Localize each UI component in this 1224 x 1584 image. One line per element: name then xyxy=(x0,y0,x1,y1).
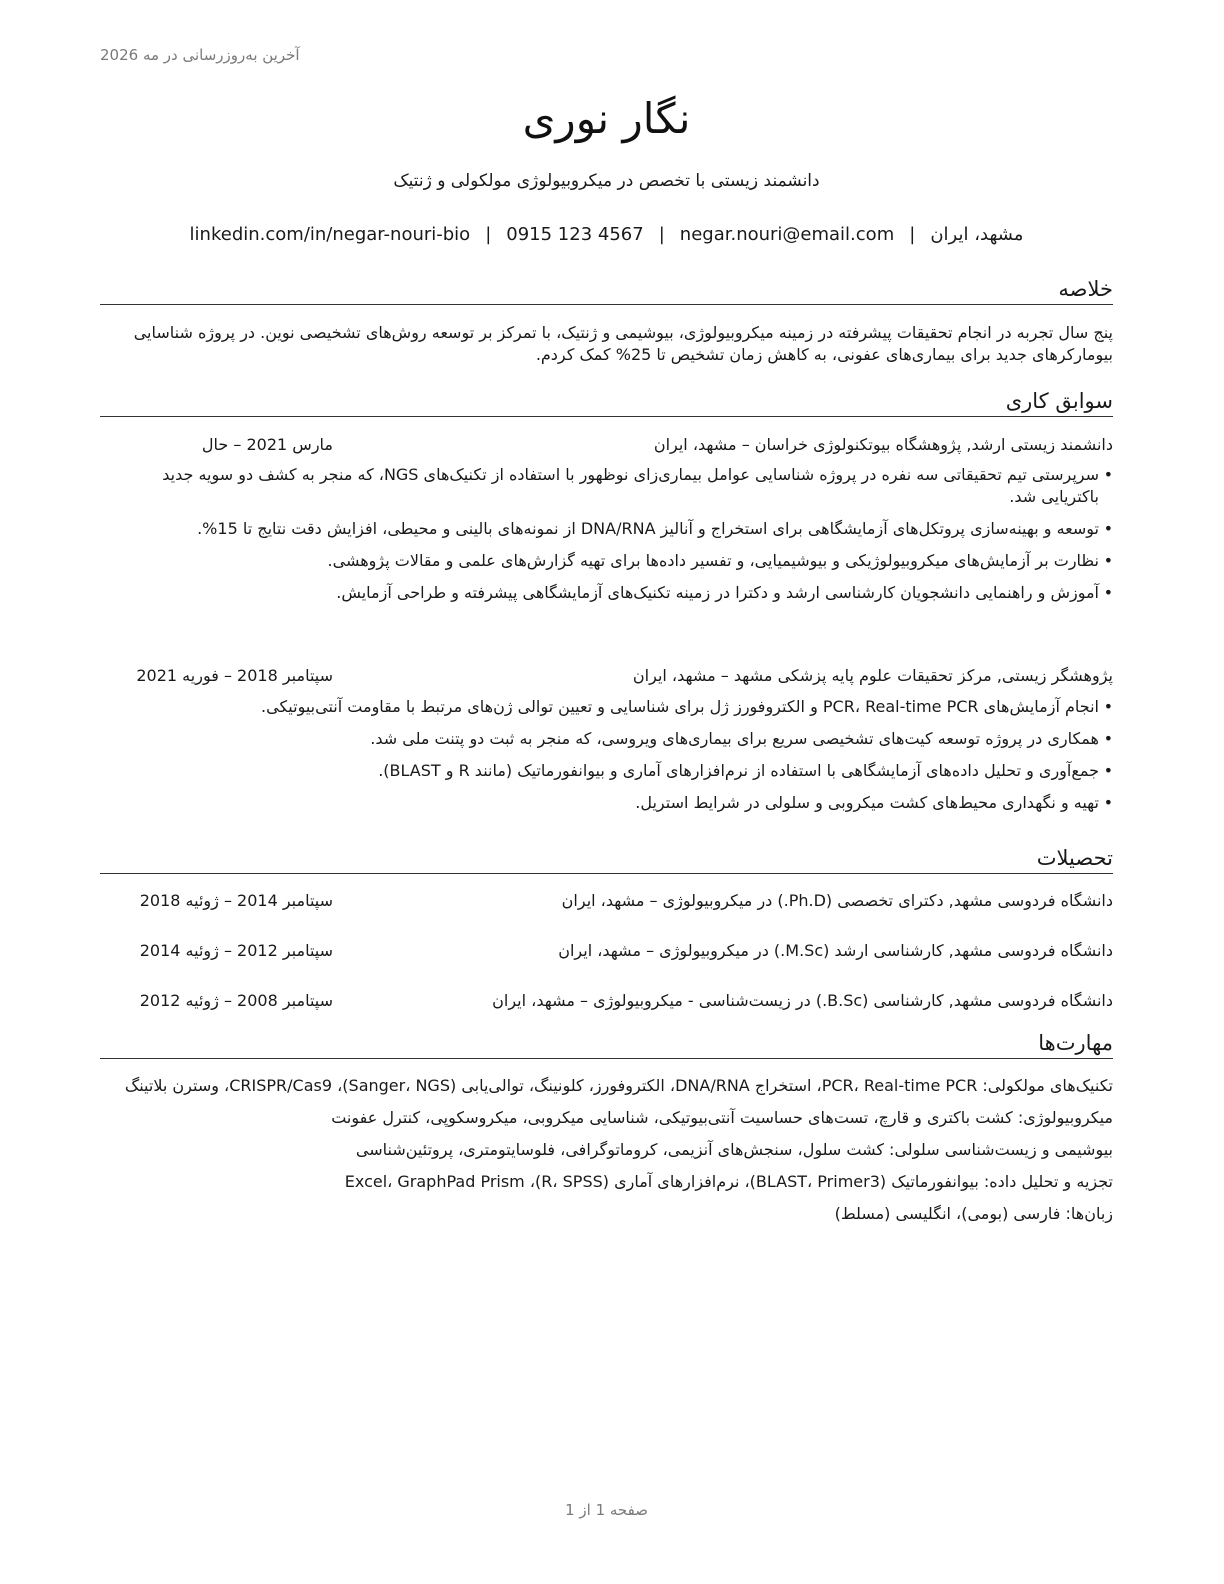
skill-item: بیوشیمی و زیست‌شناسی سلولی: کشت سلول، سنجش‌های آنزیمی، کروماتوگرافی، فلوسایتومتری، پروتئین‌شناسی xyxy=(355,1140,1113,1159)
resume-page xyxy=(100,0,1113,1584)
bullet-item: • سرپرستی تیم تحقیقاتی سه نفره در پروژه شناسایی عوامل بیماری‌زای نوظهور با استفاده از تکنیک‌های NGS، که منجر به کشف دو سویه جدید باکتریایی شد. xyxy=(162,465,1113,506)
job-bullets xyxy=(100,696,1113,824)
job-dates: سپتامبر 2018 – فوریه 2021 xyxy=(136,666,333,685)
bullet-item: • توسعه و بهینه‌سازی پروتکل‌های آزمایشگاهی برای استخراج و آنالیز DNA/RNA از نمونه‌های بالینی و محیطی، افزایش دقت نتایج تا 15%. xyxy=(197,519,1113,538)
skill-item: میکروبیولوژی: کشت باکتری و قارچ، تست‌های حساسیت آنتی‌بیوتیکی، شناسایی میکروبی، میکروسکوپی، کنترل عفونت xyxy=(331,1108,1113,1127)
bullet-item: • جمع‌آوری و تحلیل داده‌های آزمایشگاهی با استفاده از نرم‌افزارهای آماری و بیوانفورماتیک (مانند R و BLAST). xyxy=(378,761,1113,780)
job-title: پژوهشگر زیستی, مرکز تحقیقات علوم پایه پزشکی مشهد – مشهد، ایران xyxy=(632,666,1113,685)
bullet-text: آموزش و راهنمایی دانشجویان کارشناسی ارشد و دکترا در زمینه تکنیک‌های آزمایشگاهی پیشرفته و طراحی آزمایش. xyxy=(336,583,1099,602)
bullet-text: همکاری در پروژه توسعه کیت‌های تشخیصی سریع برای بیماری‌های ویروسی، که منجر به ثبت دو پتنت ملی شد. xyxy=(370,729,1099,748)
education-row xyxy=(100,939,1113,963)
skills-heading: مهارت‌ها xyxy=(100,1030,1113,1059)
bullet-item: • تهیه و نگهداری محیط‌های کشت میکروبی و سلولی در شرایط استریل. xyxy=(635,793,1113,812)
education-dates: سپتامبر 2014 – ژوئیه 2018 xyxy=(139,891,333,910)
job-title: دانشمند زیستی ارشد, پژوهشگاه بیوتکنولوژی خراسان – مشهد، ایران xyxy=(653,435,1113,454)
bullet-item: • نظارت بر آزمایش‌های میکروبیولوژیکی و بیوشیمیایی، و تفسیر داده‌ها برای تهیه گزارش‌های علمی و مقالات پژوهشی. xyxy=(327,551,1113,570)
job-row xyxy=(100,664,1113,688)
summary-text: پنج سال تجربه در انجام تحقیقات پیشرفته در زمینه میکروبیولوژی، بیوشیمی و ژنتیک، با تمرکز بر توسعه روش‌های تشخیصی نوین. در پروژه شناسایی بیومارکرهای جدید برای بیماری‌های عفونی، به کاهش زمان تشخیص تا 25% کمک کردم. xyxy=(133,323,1113,364)
contact-separator: | xyxy=(658,224,665,245)
contact-separator: | xyxy=(485,224,492,245)
education-title: دانشگاه فردوسی مشهد, دکترای تخصصی (Ph.D.) در میکروبیولوژی – مشهد، ایران xyxy=(561,891,1113,910)
experience-heading: سوابق کاری xyxy=(100,388,1113,417)
candidate-name: نگار نوری xyxy=(522,94,691,143)
page-number: صفحه 1 از 1 xyxy=(565,1501,648,1519)
education-row xyxy=(100,989,1113,1013)
contact-line xyxy=(100,224,1113,245)
education-row xyxy=(100,889,1113,913)
bullet-text: نظارت بر آزمایش‌های میکروبیولوژیکی و بیوشیمیایی، و تفسیر داده‌ها برای تهیه گزارش‌های علمی و مقالات پژوهشی. xyxy=(327,551,1099,570)
bullet-item: • آموزش و راهنمایی دانشجویان کارشناسی ارشد و دکترا در زمینه تکنیک‌های آزمایشگاهی پیشرفته و طراحی آزمایش. xyxy=(336,583,1113,602)
contact-location: مشهد، ایران xyxy=(930,224,1024,245)
bullet-text: انجام آزمایش‌های PCR، Real-time PCR و الکتروفورز ژل برای شناسایی و تعیین توالی ژن‌های مرتبط با مقاومت آنتی‌بیوتیکی. xyxy=(261,697,1099,716)
skills-list xyxy=(100,1075,1113,1235)
bullet-text: توسعه و بهینه‌سازی پروتکل‌های آزمایشگاهی برای استخراج و آنالیز DNA/RNA از نمونه‌های بالینی و محیطی، افزایش دقت نتایج تا 15%. xyxy=(197,519,1099,538)
education-dates: سپتامبر 2012 – ژوئیه 2014 xyxy=(139,941,333,960)
bullet-text: تهیه و نگهداری محیط‌های کشت میکروبی و سلولی در شرایط استریل. xyxy=(635,793,1099,812)
summary-heading: خلاصه xyxy=(100,276,1113,305)
education-dates: سپتامبر 2008 – ژوئیه 2012 xyxy=(139,991,333,1010)
bullet-text: جمع‌آوری و تحلیل داده‌های آزمایشگاهی با استفاده از نرم‌افزارهای آماری و بیوانفورماتیک (مانند R و BLAST). xyxy=(378,761,1099,780)
education-title: دانشگاه فردوسی مشهد, کارشناسی ارشد (M.Sc.) در میکروبیولوژی – مشهد، ایران xyxy=(558,941,1113,960)
skill-item: تجزیه و تحلیل داده: بیوانفورماتیک (BLAST، Primer3)، نرم‌افزارهای آماری (R، SPSS)، Excel، GraphPad Prism xyxy=(344,1172,1113,1191)
last-updated: آخرین به‌روزرسانی در مه 2026 xyxy=(100,46,300,64)
bullet-item: • همکاری در پروژه توسعه کیت‌های تشخیصی سریع برای بیماری‌های ویروسی، که منجر به ثبت دو پتنت ملی شد. xyxy=(370,729,1113,748)
bullet-item: • انجام آزمایش‌های PCR، Real-time PCR و الکتروفورز ژل برای شناسایی و تعیین توالی ژن‌های مرتبط با مقاومت آنتی‌بیوتیکی. xyxy=(261,697,1113,716)
skill-item: تکنیک‌های مولکولی: PCR، Real-time PCR، استخراج DNA/RNA، الکتروفورز، کلونینگ، توالی‌یابی (Sanger، NGS)، CRISPR/Cas9، وسترن بلاتینگ xyxy=(124,1076,1113,1095)
job-bullets xyxy=(100,464,1113,614)
bullet-text: سرپرستی تیم تحقیقاتی سه نفره در پروژه شناسایی عوامل بیماری‌زای نوظهور با استفاده از تکنیک‌های NGS، که منجر به کشف دو سویه جدید باکتریایی شد. xyxy=(162,465,1099,506)
candidate-headline: دانشمند زیستی با تخصص در میکروبیولوژی مولکولی و ژنتیک xyxy=(393,171,820,191)
contact-email[interactable]: negar.nouri@email.com xyxy=(679,224,895,245)
education-title: دانشگاه فردوسی مشهد, کارشناسی (B.Sc.) در زیست‌شناسی - میکروبیولوژی – مشهد، ایران xyxy=(492,991,1113,1010)
job-dates: مارس 2021 – حال xyxy=(201,435,333,454)
job-row xyxy=(100,433,1113,457)
contact-phone: 0915 123 4567 xyxy=(506,224,644,245)
education-heading: تحصیلات xyxy=(100,845,1113,874)
skill-item: زبان‌ها: فارسی (بومی)، انگلیسی (مسلط) xyxy=(834,1204,1113,1223)
contact-separator: | xyxy=(909,224,916,245)
contact-linkedin[interactable]: linkedin.com/in/negar-nouri-bio xyxy=(189,224,471,245)
